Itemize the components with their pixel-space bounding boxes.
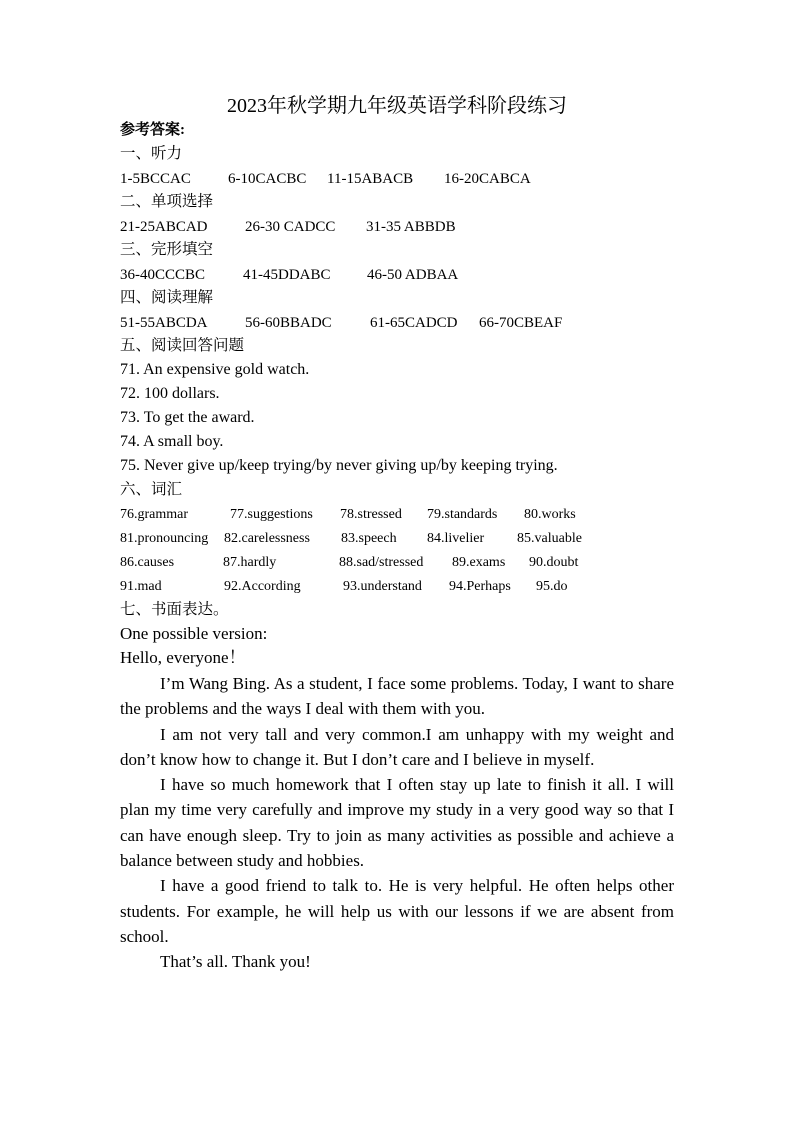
vocab-item: 83.speech bbox=[341, 531, 397, 546]
vocab-item: 90.doubt bbox=[529, 555, 579, 570]
answer-item: 1-5BCCAC bbox=[120, 171, 191, 187]
vocab-item: 93.understand bbox=[343, 579, 422, 594]
vocab-item: 85.valuable bbox=[517, 531, 582, 546]
vocab-item: 87.hardly bbox=[223, 555, 277, 570]
vocab-item: 86.causes bbox=[120, 555, 175, 570]
answer-item: 6-10CACBC bbox=[228, 171, 307, 187]
qa-answer-73: 73. To get the award. bbox=[120, 409, 255, 426]
answer-item: 21-25ABCAD bbox=[120, 219, 208, 235]
section-heading-listening: 一、听力 bbox=[120, 145, 183, 162]
answer-item: 41-45DDABC bbox=[243, 267, 331, 283]
section-heading-reading-qa: 五、阅读回答问题 bbox=[120, 337, 245, 354]
vocab-item: 82.carelessness bbox=[224, 531, 310, 546]
qa-answer-75: 75. Never give up/keep trying/by never giving up/by keeping trying. bbox=[120, 457, 558, 474]
vocab-item: 88.sad/stressed bbox=[339, 555, 424, 570]
section-heading-cloze: 三、完形填空 bbox=[120, 241, 214, 258]
answer-item: 46-50 ADBAA bbox=[367, 267, 459, 283]
section-heading-single-choice: 二、单项选择 bbox=[120, 193, 214, 210]
vocab-item: 76.grammar bbox=[120, 507, 189, 522]
vocab-item: 81.pronouncing bbox=[120, 531, 209, 546]
section-heading-vocabulary: 六、词汇 bbox=[120, 481, 183, 498]
answer-row-single-choice bbox=[0, 217, 794, 237]
vocab-row bbox=[0, 505, 794, 525]
answer-item: 51-55ABCDA bbox=[120, 315, 208, 331]
essay-paragraph: I have a good friend to talk to. He is very helpful. He often helps other students. For example, he will help us with our lessons if we are absent from school. bbox=[120, 876, 674, 946]
writing-intro: One possible version: bbox=[120, 624, 268, 643]
page-title: 2023年秋学期九年级英语学科阶段练习 bbox=[227, 95, 567, 117]
answer-row-reading bbox=[0, 313, 794, 333]
writing-greeting: Hello, everyone！ bbox=[120, 648, 246, 667]
vocab-item: 84.livelier bbox=[427, 531, 485, 546]
answer-item: 36-40CCCBC bbox=[120, 267, 206, 283]
qa-answer-71: 71. An expensive gold watch. bbox=[120, 361, 310, 378]
answer-item: 16-20CABCA bbox=[444, 171, 531, 187]
section-heading-reading: 四、阅读理解 bbox=[120, 289, 214, 306]
vocab-item: 79.standards bbox=[427, 507, 498, 522]
section-heading-writing: 七、书面表达。 bbox=[120, 601, 229, 618]
vocab-item: 78.stressed bbox=[340, 507, 402, 522]
vocab-item: 91.mad bbox=[120, 579, 162, 594]
vocab-row bbox=[0, 529, 794, 549]
vocab-item: 92.According bbox=[224, 579, 301, 594]
vocab-item: 77.suggestions bbox=[230, 507, 313, 522]
vocab-row bbox=[0, 577, 794, 597]
essay-body bbox=[120, 671, 674, 975]
answer-item: 11-15ABACB bbox=[327, 171, 414, 187]
answer-item: 31-35 ABBDB bbox=[366, 219, 456, 235]
vocab-item: 80.works bbox=[524, 507, 576, 522]
vocab-item: 94.Perhaps bbox=[449, 579, 511, 594]
qa-answer-72: 72. 100 dollars. bbox=[120, 385, 220, 402]
essay-paragraph: I have so much homework that I often stay up late to finish it all. I will plan my time very carefully and improve my study in a very good way so that I can have enough sleep. Try to join as many activities as possible and achieve a balance between study and hobbies. bbox=[120, 775, 674, 871]
answer-item: 61-65CADCD bbox=[370, 315, 458, 331]
vocab-row bbox=[0, 553, 794, 573]
answer-label: 参考答案: bbox=[120, 122, 185, 138]
answer-item: 56-60BBADC bbox=[245, 315, 332, 331]
essay-paragraph: That’s all. Thank you! bbox=[160, 952, 311, 972]
qa-answer-74: 74. A small boy. bbox=[120, 433, 224, 450]
essay-paragraph: I am not very tall and very common.I am unhappy with my weight and don’t know how to change it. But I don’t care and I believe in myself. bbox=[120, 724, 674, 769]
answer-item: 26-30 CADCC bbox=[245, 219, 336, 235]
vocab-item: 89.exams bbox=[452, 555, 506, 570]
answer-row-cloze bbox=[0, 265, 794, 285]
essay-paragraph: I’m Wang Bing. As a student, I face some problems. Today, I want to share the problems and the ways I deal with them with you. bbox=[120, 674, 674, 719]
vocab-item: 95.do bbox=[536, 579, 568, 594]
answer-item: 66-70CBEAF bbox=[479, 315, 563, 331]
answer-row-listening bbox=[0, 169, 794, 189]
